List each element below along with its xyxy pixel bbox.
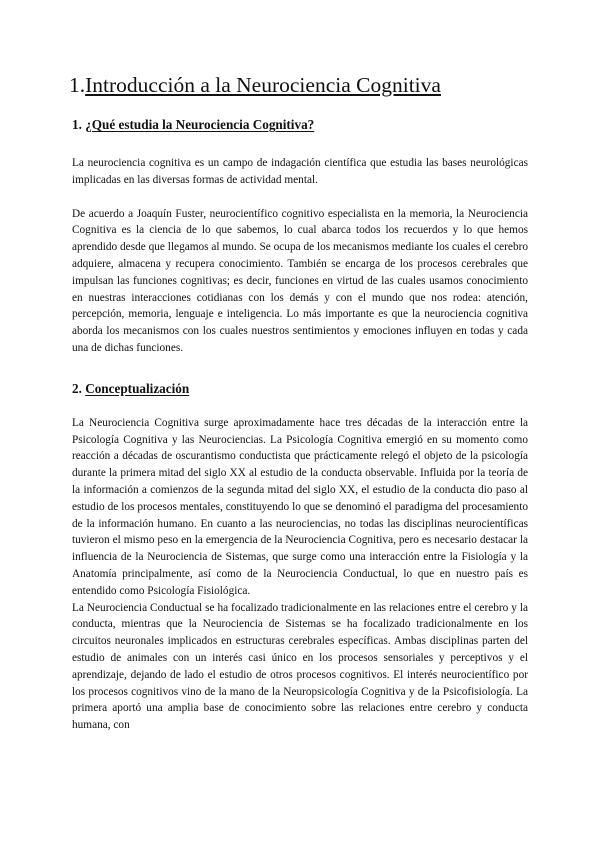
document-title	[69, 72, 528, 98]
section-que-estudia	[72, 116, 528, 357]
paragraph: De acuerdo a Joaquín Fuster, neurocientífico cognitivo especialista en la memoria, la Neurociencia Cognitiva es la ciencia de lo que sabemos, lo cual abarca todos los recuerdos y lo que hemos aprendido desde que llegamos al mundo. Se ocupa de los mecanismos mediante los cuales el cerebro adquiere, almacena y recupera conocimiento. También se encarga de los procesos cerebrales que impulsan las funciones cognitivas; es decir, funciones en virtud de las cuales usamos conocimiento en nuestras interacciones cotidianas con los demás y con el mundo que nos rodea: atención, percepción, memoria, lenguaje e inteligencia. Lo más importante es que la neurociencia cognitiva aborda los mecanismos con los cuales nuestros sentimientos y emociones influyen en todas y cada una de dichas funciones.	[72, 207, 528, 354]
section-conceptualizacion	[72, 380, 528, 734]
paragraph: La Neurociencia Cognitiva surge aproximadamente hace tres décadas de la interacción entre la Psicología Cognitiva y las Neurociencias. La Psicología Cognitiva emergió en su momento como reacción a décadas de oscurantismo conductista que prácticamente relegó el objeto de la psicología durante la primera mitad del siglo XX al estudio de la conducta observable. Influida por la teoría de la información a comienzos de la segunda mitad del siglo XX, el estudio de la conducta dio paso al estudio de los procesos mentales, constituyendo lo que se denominó el paradigma del procesamiento de la información humano. En cuanto a las neurociencias, no todas las disciplinas neurocientíficas tuvieron el mismo peso en la emergencia de la Neurociencia Cognitiva, pero es necesario destacar la influencia de la Neurociencia de Sistemas, que surge como una interacción entre la Fisiología y la Anatomía principalmente, así como de la Neurociencia Conductual, lo que en nuestro país es entendido como Psicología Fisiológica.	[72, 416, 528, 597]
paragraph: La Neurociencia Conductual se ha focalizado tradicionalmente en las relaciones entre el cerebro y la conducta, mientras que la Neurociencia de Sistemas se ha focalizado tradicionalmente en los circuitos neuronales implicados en estructuras cerebrales específicas. Ambas disciplinas parten del estudio de animales con un interés casi único en los procesos sensoriales y perceptivos y el aprendizaje, dejando de lado el estudio de otros procesos cognitivos. El interés neurocientífico por los procesos cognitivos vino de la mano de la Neuropsicología Cognitiva y de la Psicofisiología. La primera aportó una amplia base de conocimiento sobre las relaciones entre cerebro y conducta humana, con	[72, 601, 528, 732]
document-title-text: Introducción a la Neurociencia Cognitiva	[85, 73, 441, 97]
document-title-number: 1.	[69, 73, 86, 97]
section-number: 1.	[72, 117, 82, 132]
section-heading	[72, 116, 528, 134]
paragraph: La neurociencia cognitiva es un campo de indagación científica que estudia las bases neurológicas implicadas en las diversas formas de actividad mental.	[72, 157, 528, 186]
section-heading-text: Conceptualización	[85, 380, 190, 396]
section-heading-text: ¿Qué estudia la Neurociencia Cognitiva?	[85, 117, 315, 132]
section-number: 2.	[72, 380, 82, 396]
section-heading	[72, 380, 528, 398]
